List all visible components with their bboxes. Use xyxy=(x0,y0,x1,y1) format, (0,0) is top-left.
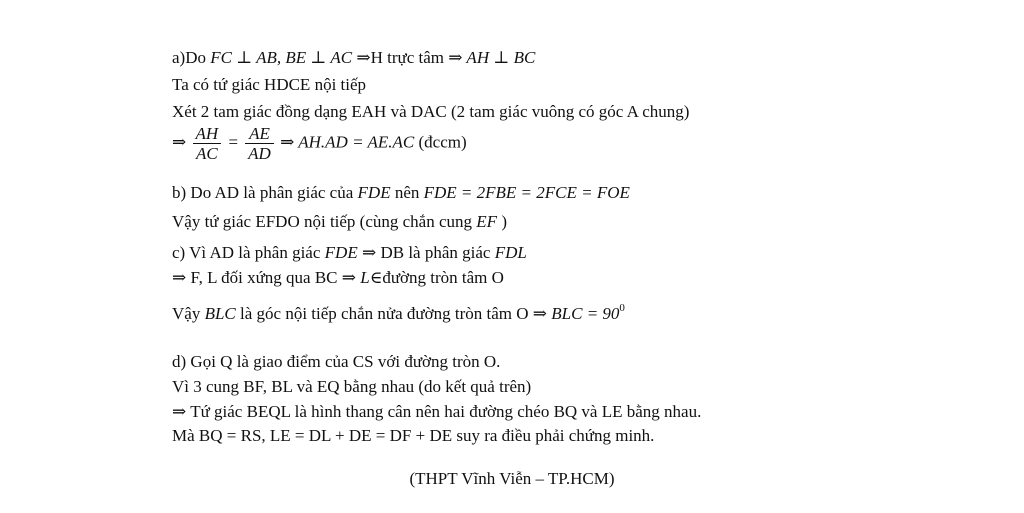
math-expression: BLC xyxy=(204,304,236,323)
text-segment: DB là phân giác xyxy=(376,243,495,262)
text-segment: F, L đối xứng qua BC xyxy=(186,268,342,287)
text-segment: Vậy xyxy=(172,304,205,323)
line-c2 xyxy=(172,268,504,288)
source-attribution: (THPT Vĩnh Viễn – TP.HCM) xyxy=(409,469,615,488)
text-segment: đường tròn tâm O xyxy=(382,268,504,287)
math-expression: FDE xyxy=(357,183,391,202)
line-a2 xyxy=(172,75,366,95)
text-segment: c) Vì AD là phân giác xyxy=(172,243,325,262)
math-expression: ⇒ xyxy=(172,402,187,421)
text-segment: Tứ giác BEQL là hình thang cân nên hai đường chéo BQ và LE bằng nhau. xyxy=(186,402,702,421)
dccm-note: (đccm) xyxy=(414,132,467,152)
text-segment: Mà BQ = RS, LE = DL + DE = DF + DE suy ra điều phải chứng minh. xyxy=(172,426,655,445)
math-expression: ⇒ AH ⊥ BC xyxy=(448,48,536,67)
line-a1 xyxy=(172,48,535,68)
line-b1 xyxy=(172,183,630,203)
text-segment: a)Do xyxy=(172,48,211,67)
fraction-denominator: AD xyxy=(248,144,271,163)
text-segment: Ta có tứ giác HDCE nội tiếp xyxy=(172,75,367,94)
implies-symbol: ⇒ xyxy=(172,132,187,152)
degree-superscript: 0 xyxy=(619,302,625,314)
math-expression: ⇒ L∈ xyxy=(341,268,383,287)
text-segment: d) Gọi Q là giao điểm của CS với đường tròn O. xyxy=(172,352,501,371)
line-c1 xyxy=(172,243,527,263)
equals-symbol: = xyxy=(227,132,239,152)
line-b2 xyxy=(172,212,507,232)
line-c3 xyxy=(172,298,625,324)
text-segment: nên xyxy=(390,183,424,202)
math-expression: ⇒ BLC = 90 xyxy=(532,304,620,323)
text-segment: Vậy tứ giác EFDO nội tiếp (cùng chắn cung xyxy=(172,212,477,231)
line-d4 xyxy=(172,426,654,446)
text-segment: ) xyxy=(497,212,507,231)
text-segment: là góc nội tiếp chắn nửa đường tròn tâm O xyxy=(235,304,533,323)
line-d3 xyxy=(172,402,701,422)
fraction-ah-ac xyxy=(193,124,222,163)
product-equation: ⇒ AH.AD = AE.AC xyxy=(280,132,415,152)
math-expression: EF xyxy=(476,212,498,231)
fraction-numerator: AE xyxy=(245,124,274,144)
math-expression: ⇒ xyxy=(172,268,187,287)
text-segment: Vì 3 cung BF, BL và EQ bằng nhau (do kết quả trên) xyxy=(172,377,532,396)
text-segment: H trực tâm xyxy=(370,48,449,67)
text-segment: b) Do AD là phân giác của xyxy=(172,183,358,202)
line-d2 xyxy=(172,377,531,397)
fraction-numerator: AH xyxy=(193,124,222,144)
line-a3 xyxy=(172,102,689,122)
fraction-ae-ad xyxy=(245,124,274,163)
math-expression: FC ⊥ AB, BE ⊥ AC ⇒ xyxy=(210,48,371,67)
line-d1 xyxy=(172,352,500,372)
math-expression: FDL xyxy=(494,243,527,262)
fraction-denominator: AC xyxy=(195,144,218,163)
math-expression: FDE ⇒ xyxy=(324,243,377,262)
math-expression: FDE = 2FBE = 2FCE = FOE xyxy=(423,183,630,202)
text-segment: Xét 2 tam giác đồng dạng EAH và DAC (2 tam giác vuông có góc A chung) xyxy=(172,102,690,121)
fraction-line xyxy=(172,124,467,163)
